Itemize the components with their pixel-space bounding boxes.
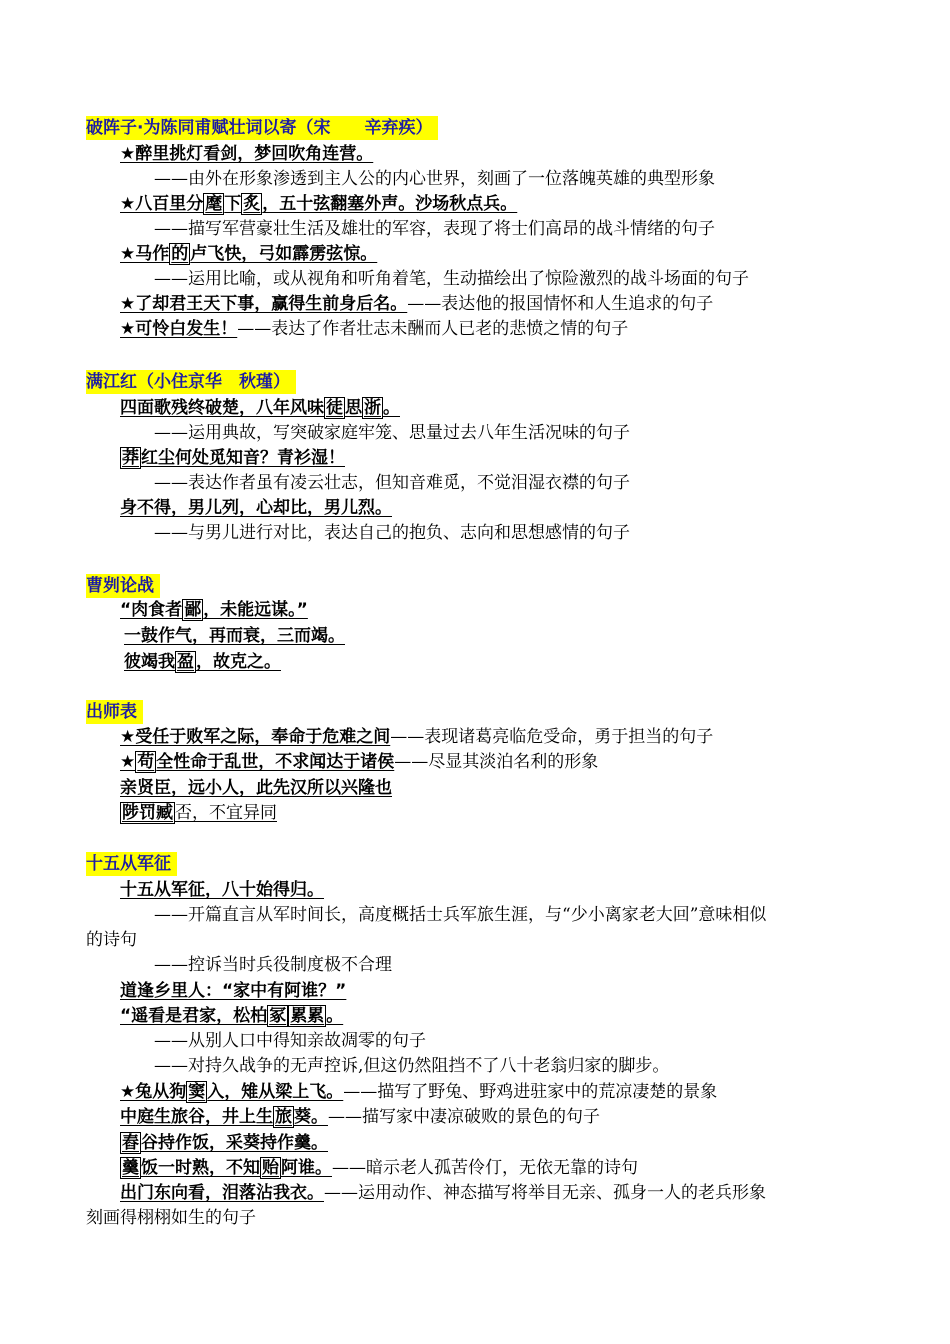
annotation: 的诗句 bbox=[86, 930, 137, 950]
verse-line: 中庭生旅谷，井上生 旅 葵。——描写家中凄凉破败的景色的句子 bbox=[120, 1107, 600, 1127]
annotation: ——对持久战争的无声控诉,但这仍然阻挡不了八十老翁归家的脚步。 bbox=[154, 1056, 670, 1076]
boxed-char: 莽 bbox=[122, 448, 139, 468]
verse-line: ★兔从狗 窦 入，雉从梁上飞。——描写了野兔、野鸡进驻家中的荒凉凄楚的景象 bbox=[120, 1082, 718, 1102]
boxed-char: 羹 bbox=[122, 1158, 139, 1178]
boxed-char: 鄙 bbox=[184, 600, 202, 620]
boxed-chars: 累累 bbox=[290, 1006, 325, 1026]
section-title-manjianghong: 满江红（小住京华 秋瑾） bbox=[86, 370, 296, 394]
verse-line: 出门东向看，泪落沾我衣。——运用动作、神态描写将举目无亲、孤身一人的老兵形象 bbox=[120, 1183, 766, 1203]
verse-line: “肉食者 鄙 ，未能远谋。” bbox=[120, 600, 308, 620]
verse-line: 羹 饭一时熟，不知 贻 阿谁。——暗示老人孤苦伶仃，无依无靠的诗句 bbox=[122, 1158, 638, 1178]
section-title-chushibiao: 出师表 bbox=[86, 700, 143, 724]
boxed-char: 贻 bbox=[262, 1158, 279, 1178]
annotation: ——描写军营豪壮生活及雄壮的军容，表现了将士们高昂的战斗情绪的句子 bbox=[154, 219, 715, 239]
boxed-char: 浙 bbox=[364, 398, 381, 418]
verse-line: 彼竭我 盈 ，故克之。 bbox=[124, 652, 281, 672]
boxed-char: 舂 bbox=[122, 1133, 139, 1153]
boxed-char: 的 bbox=[171, 244, 189, 264]
annotation: ——从别人口中得知亲故凋零的句子 bbox=[154, 1031, 426, 1051]
boxed-char: 窦 bbox=[188, 1082, 206, 1102]
verse-line: ★ 苟 全性命于乱世，不求闻达于诸侯——尽显其淡泊名利的形象 bbox=[120, 752, 599, 772]
annotation: ——控诉当时兵役制度极不合理 bbox=[154, 955, 392, 975]
section-title-shiwucongjunzheng: 十五从军征 bbox=[86, 852, 177, 876]
verse-line: 亲贤臣，远小人，此先汉所以兴隆也 bbox=[120, 778, 392, 798]
verse-line: 舂 谷持作饭，采葵持作羹。 bbox=[122, 1133, 328, 1153]
verse-line: ★可怜白发生！——表达了作者壮志未酬而人已老的悲愤之情的句子 bbox=[120, 319, 629, 339]
boxed-chars: 陟罚臧 bbox=[122, 803, 173, 823]
verse-line: ★醉里挑灯看剑，梦回吹角连营。 bbox=[120, 144, 374, 164]
annotation: ——运用比喻，或从视角和听角着笔，生动描绘出了惊险激烈的战斗场面的句子 bbox=[154, 269, 749, 289]
verse-line: 一鼓作气，再而衰，三而竭。 bbox=[124, 626, 345, 646]
verse-line: 身不得，男儿列，心却比，男儿烈。 bbox=[120, 498, 392, 518]
verse-line: ★八百里分 麾 下 炙 ，五十弦翻塞外声。沙场秋点兵。 bbox=[120, 194, 518, 214]
boxed-char: 盈 bbox=[177, 652, 194, 672]
boxed-char: 麾 bbox=[205, 194, 223, 214]
annotation: ——由外在形象渗透到主人公的内心世界，刻画了一位落魄英雄的典型形象 bbox=[154, 169, 715, 189]
verse-line: 四面歌残终破楚，八年风味 徒 思 浙 。 bbox=[120, 398, 400, 418]
annotation: ——运用典故，写突破家庭牢笼、思量过去八年生活况味的句子 bbox=[154, 423, 630, 443]
section-title-pozhenzi: 破阵子·为陈同甫赋壮词以寄（宋 辛弃疾） bbox=[86, 116, 438, 140]
verse-line: ★了却君王天下事，赢得生前身后名。——表达他的报国情怀和人生追求的句子 bbox=[120, 294, 714, 314]
boxed-char: 冢 bbox=[269, 1006, 287, 1026]
verse-line: ★马作 的 卢飞快，弓如霹雳弦惊。 bbox=[120, 244, 378, 264]
verse-line: ★受任于败军之际，奉命于危难之间——表现诸葛亮临危受命，勇于担当的句子 bbox=[120, 727, 714, 747]
boxed-char: 旅 bbox=[275, 1107, 292, 1127]
verse-line: 道逢乡里人：“家中有阿谁？” bbox=[120, 981, 347, 1001]
boxed-char: 炙 bbox=[243, 194, 261, 214]
annotation: ——与男儿进行对比，表达自己的抱负、志向和思想感情的句子 bbox=[154, 523, 630, 543]
boxed-char: 徒 bbox=[326, 398, 343, 418]
verse-line: 莽 红尘何处觅知音？青衫湿！ bbox=[122, 448, 345, 468]
verse-line: 陟罚臧 否，不宜异同 bbox=[122, 803, 277, 823]
verse-line: 十五从军征，八十始得归。 bbox=[120, 880, 324, 900]
annotation: 刻画得栩栩如生的句子 bbox=[86, 1208, 256, 1228]
annotation: ——开篇直言从军时间长，高度概括士兵军旅生涯，与“少小离家老大回”意味相似 bbox=[154, 905, 767, 925]
boxed-char: 苟 bbox=[137, 752, 155, 772]
verse-line: “遥看是君家，松柏 冢 累累 。 bbox=[120, 1006, 344, 1026]
annotation: ——表达作者虽有凌云壮志，但知音难觅，不觉泪湿衣襟的句子 bbox=[154, 473, 630, 493]
section-title-caogui: 曹刿论战 bbox=[86, 574, 160, 598]
